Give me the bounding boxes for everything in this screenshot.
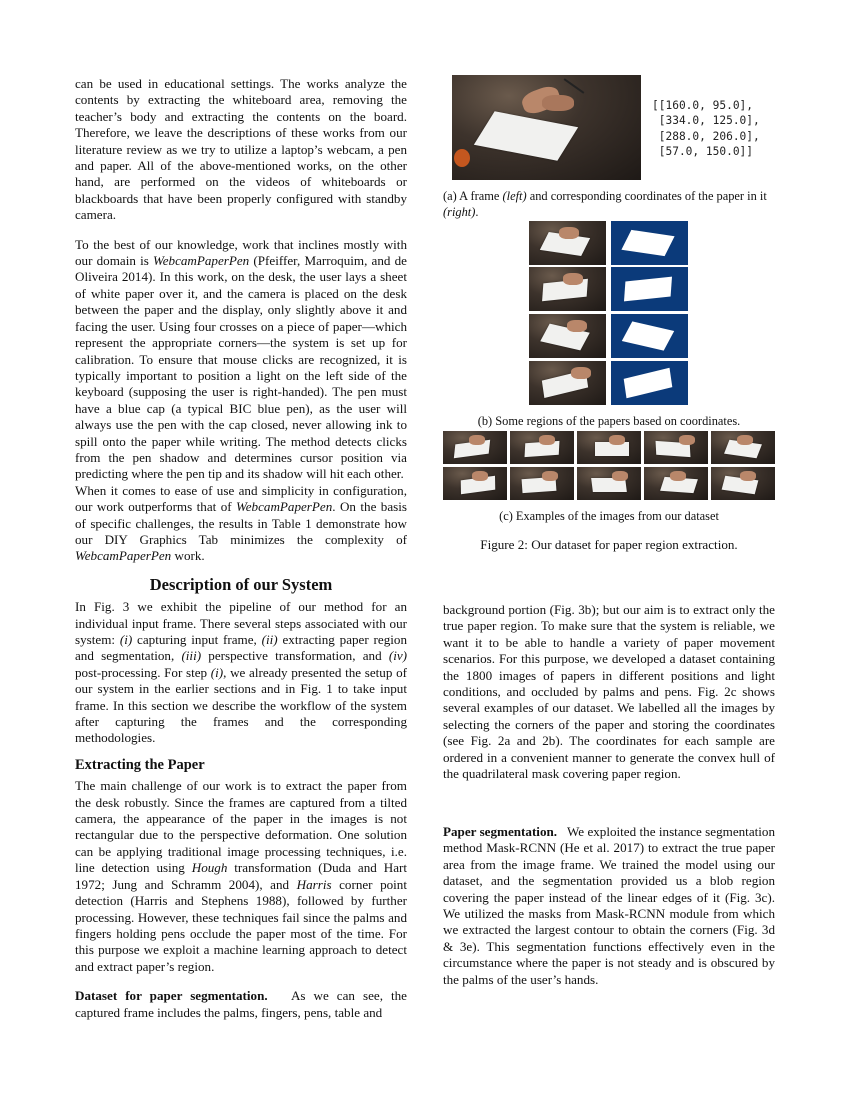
region-photo <box>529 267 606 311</box>
paragraph-dataset: Dataset for paper segmentation. As we can see, the captured frame includes the palms, fingers, pens, table and <box>75 988 411 1020</box>
paragraph-paper-segmentation: Paper segmentation. We exploited the instance segmentation method Mask-RCNN (He et al. 2017) to extract the true paper area from the image frame. We trained the model using our dataset, and the segmentation provided us a blob region covering the paper instead of the linear edges of it (Fig. 3c). We utilized the masks from Mask-RCNN module from which we extracted the largest contour to obtain the corners (Fig. 3d & 3e). This segmentation functions effectively even in the circumstance where the paper is not steady and is obscured by the palms of the user’s hands. <box>443 824 779 987</box>
region-photo <box>529 314 606 358</box>
dataset-example-photo <box>510 431 574 464</box>
coordinates-text: [[160.0, 95.0], [334.0, 125.0], [288.0, 206.0], [57.0, 150.0]] <box>652 99 760 159</box>
caption-b: (b) Some regions of the papers based on coordinates. <box>477 414 741 428</box>
region-mask <box>611 221 688 265</box>
region-photo <box>529 361 606 405</box>
region-mask <box>611 361 688 405</box>
paragraph-related-work: can be used in educational settings. The works analyze the contents by extracting the whiteboard area, removing the teacher’s body and extracting the contents on the board. Therefore, we leave the descriptions of these works from our literature review as we try to utilize a laptop’s webcam, a pen and paper. All of the above-mentioned works, on the other hand, are performed on the videos of whiteboards or blackboards that have been properly configured with standby camera. <box>75 76 407 223</box>
region-mask <box>611 267 688 311</box>
caption-a: (a) A frame (left) and corresponding coordinates of the paper in it (right). <box>443 189 767 219</box>
region-photo <box>529 221 606 265</box>
paragraph-pipeline: In Fig. 3 we exhibit the pipeline of our method for an individual input frame. There several steps associated with our system: (i) capturing input frame, (ii) extracting paper region and segmentation, (iii) perspective transformation, and (iv) post-processing. For step (i), we already presented the setup of our system in the earlier sections and in Fig. 1 to take input frame. In this section we describe the workflow of the system after capturing the frames and the corresponding methodologies. <box>75 599 407 746</box>
paragraph-dataset-continued: background portion (Fig. 3b); but our aim is to extract only the true paper region. To make sure that the system is reliable, we want it to be able to handle a variety of paper movement scenarios. For this purpose, we developed a dataset containing the 1800 images of papers in different positions and light conditions, and occluded by palms and pens. Fig. 2c shows several examples of our dataset. We labelled all the images by selecting the corners of the paper and storing the coordinates (see Fig. 2a and 2b). The coordinates for each sample are ordered in a convenient manner to generate the convex hull of the quadrilateral mask covering paper region. <box>443 602 775 782</box>
frame-photo <box>452 75 641 180</box>
paragraph-webcampaperpen: To the best of our knowledge, work that inclines mostly with our domain is WebcamPaperPen (Pfeiffer, Marroquim, and de Oliveira 2014). In this work, on the desk, the user lays a sheet of white paper over it, and the camera is placed on the desk between the paper and the display, only slightly above it and facing the user. Using four crosses on a piece of paper—which represent the appropriate corners—the system is set up for calibration. To ensure that mouse clicks are recognized, it is typically important to position a light on the left side of the keyboard (supposing the user is right-handed). The pen must have a blue cap (a typical BIC blue pen), as the user will always use the pen with the cap closed, never allowing ink to spill onto the paper while writing. The method detects clicks from the pen shadow and determines cursor position via predicting where the pen tip and its shadow will hit each other. <box>75 236 407 482</box>
paragraph-main-challenge: The main challenge of our work is to extract the paper from the desk robustly. Since the frames are captured from a tilted camera, the appearance of the paper in the images is not rectangular due to the perspective deformation. One solution can be applying traditional image processing techniques, i.e. line detection using Hough transformation (Duda and Hart 1972; Jung and Schramm 2004), and Harris corner point detection (Harris and Stephens 1988), followed by further processing. However, these techniques fail since the palms and fingers holding pens occlude the paper most of the time. For this purpose we exploit a machine learning approach to detect and extract paper’s region. <box>75 778 407 974</box>
dataset-example-photo <box>644 431 708 464</box>
left-column <box>75 76 411 1021</box>
caption-c: (c) Examples of the images from our dataset <box>499 509 719 523</box>
dataset-example-photo <box>644 467 708 500</box>
dataset-example-photo <box>711 431 775 464</box>
figure-caption: Figure 2: Our dataset for paper region extraction. <box>480 537 738 552</box>
dataset-example-photo <box>443 431 507 464</box>
paragraph-ease-of-use: When it comes to ease of use and simplicity in configuration, our work outperforms that of WebcamPaperPen. On the basis of specific challenges, the results in Table 1 demonstrate how our DIY Graphics Tab minimizes the complexity of WebcamPaperPen work. <box>75 482 407 564</box>
dataset-example-photo <box>711 467 775 500</box>
dataset-example-photo <box>577 431 641 464</box>
dataset-example-photo <box>577 467 641 500</box>
subsection-heading-extracting: Extracting the Paper <box>75 756 205 773</box>
region-mask <box>611 314 688 358</box>
dataset-example-photo <box>510 467 574 500</box>
section-heading-system: Description of our System <box>149 574 333 594</box>
dataset-example-photo <box>443 467 507 500</box>
